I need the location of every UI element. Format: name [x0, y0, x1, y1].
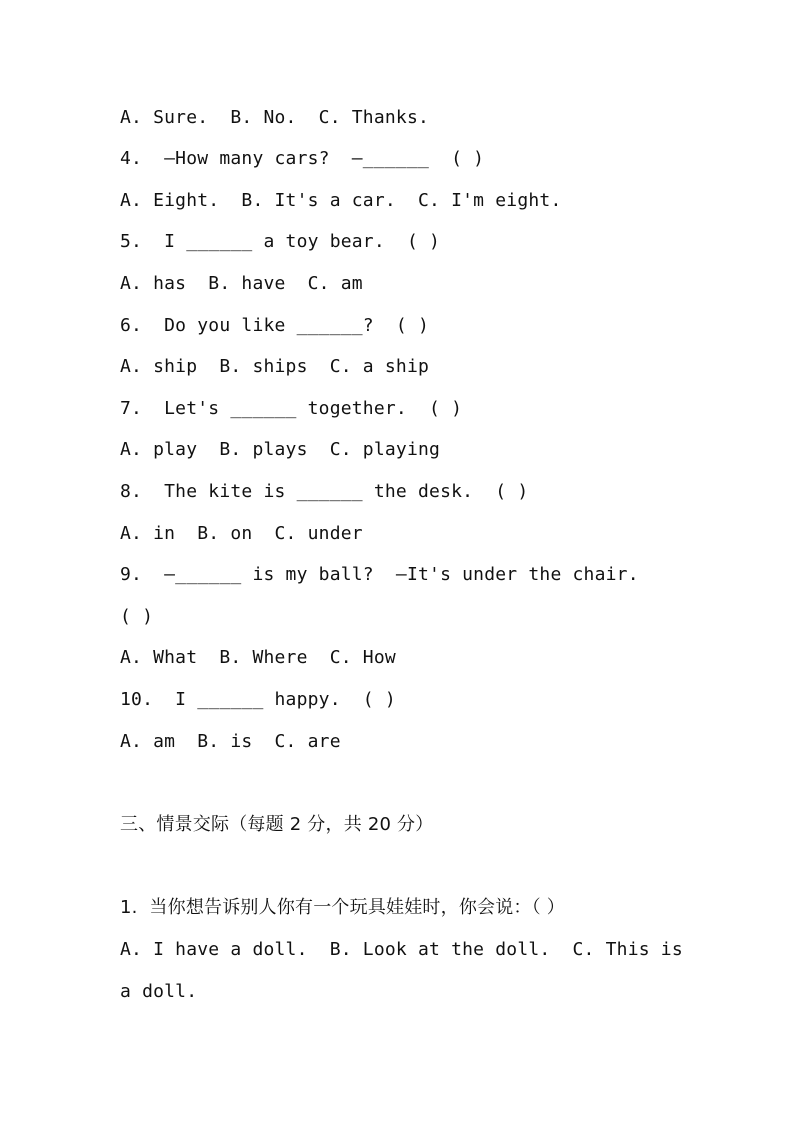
answer-options-q9: A. What B. Where C. How [120, 647, 396, 668]
answer-options-q8: A. in B. on C. under [120, 523, 363, 544]
answer-options-q5: A. has B. have C. am [120, 273, 363, 294]
answer-options-q7: A. play B. plays C. playing [120, 439, 441, 460]
question-9: 9. —______ is my ball? —It's under the chair. [120, 564, 639, 585]
question-4: 4. —How many cars? —______ ( ) [120, 148, 485, 169]
question-9-bracket: ( ) [120, 606, 154, 627]
question-5: 5. I ______ a toy bear. ( ) [120, 231, 441, 252]
answer-options-q3: A. Sure. B. No. C. Thanks. [120, 107, 430, 128]
section-title-3: 三、情景交际（每题 2 分，共 20 分） [120, 814, 434, 835]
answer-options-q6: A. ship B. ships C. a ship [120, 356, 430, 377]
answer-options-s1: A. I have a doll. B. Look at the doll. C. This is [120, 939, 683, 960]
question-10: 10. I ______ happy. ( ) [120, 689, 396, 710]
question-6: 6. Do you like ______? ( ) [120, 315, 430, 336]
answer-options-q10: A. am B. is C. are [120, 731, 341, 752]
answer-options-s1-continued: a doll. [120, 981, 198, 1002]
answer-options-q4: A. Eight. B. It's a car. C. I'm eight. [120, 190, 562, 211]
question-8: 8. The kite is ______ the desk. ( ) [120, 481, 529, 502]
scenario-question-1: 1. 当你想告诉别人你有一个玩具娃娃时，你会说：（ ） [120, 897, 565, 918]
question-7: 7. Let's ______ together. ( ) [120, 398, 463, 419]
